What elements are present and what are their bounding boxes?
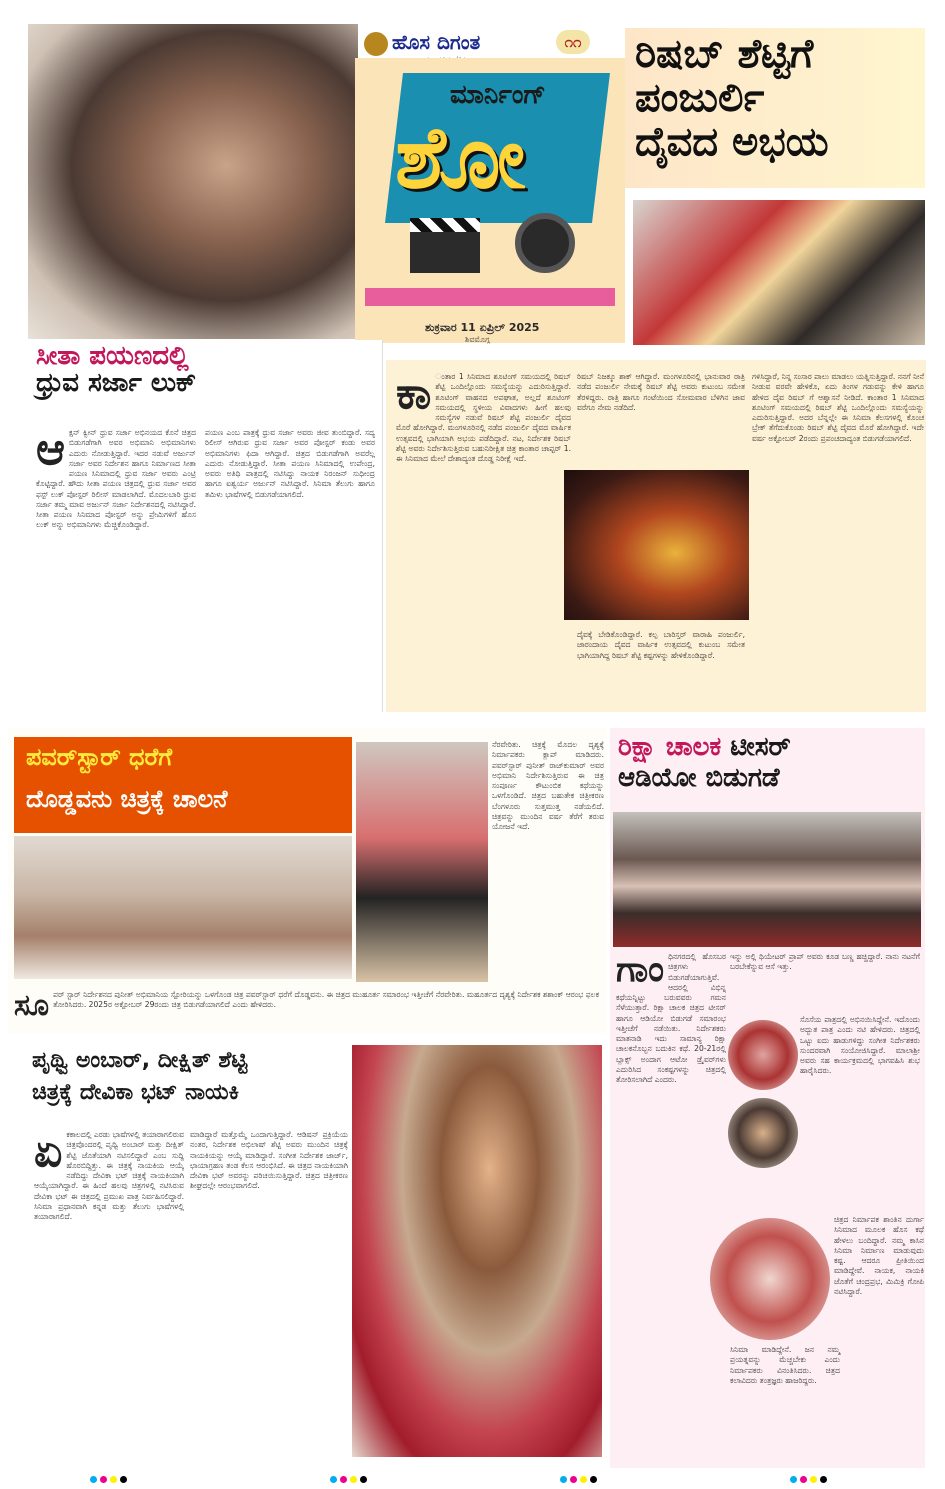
rickshaw-headline-red: ರಿಕ್ಷಾ ಚಾಲಕ — [618, 732, 722, 762]
lead-pair-portrait-circle — [710, 1218, 830, 1340]
registration-dot — [800, 1476, 807, 1483]
rickshaw-dropcap: ಗಾಂ — [616, 949, 665, 990]
rickshaw-column-3: ಸಿನಿಮಾ ಮಾಡಿದ್ದೇನೆ. ಜನ ನಮ್ಮ ಪ್ರಯತ್ನವನ್ನು ಮೆಚ್ಚಬೇಕು ಎಂದು ನಿರ್ಮಾಪಕರು ವಿನಂತಿಸಿದರು. ಚಿತ್ರದ ಕಲಾವಿದರು ತಂತ್ರಜ್ಞರು ಹಾಜರಿದ್ದರು. — [730, 1345, 840, 1385]
pruthvi-dropcap: ಏ — [34, 1126, 63, 1177]
actor-portrait-circle — [728, 1098, 798, 1168]
pruthvi-headline-line2: ಚಿತ್ರಕ್ಕೆ ದೇವಿಕಾ ಭಟ್ ನಾಯಕಿ — [32, 1079, 239, 1105]
sita-headline-line1: ಸೀತಾ ಪಯಣದಲ್ಲಿ — [36, 341, 189, 371]
actress-portrait-circle — [728, 1020, 798, 1090]
logo-text: ಹೊಸ ದಿಗಂತ — [392, 30, 481, 54]
print-registration-marks — [0, 1470, 945, 1489]
registration-dot — [810, 1476, 817, 1483]
sita-col1-text: ಕ್ಷನ್ ಕ್ವೀನ್ ಧ್ರುವ ಸರ್ಜಾ ಅಭಿನಯದ ಕೊನೆ ಚಿತ್ರದ ಬಿಡುಗಡೆಗಾಗಿ ಅವರ ಅಭಿಮಾನಿ ಅಭಿಮಾನಿಗಳು ಎದುರು ನೋಡುತ್ತಿದ್ದಾರೆ. ಇದರ ನಡುವೆ ಅರ್ಜುನ್ ಸರ್ಜಾ ಅವರ ನಿರ್ದೇಶನ ಹಾಗೂ ನಿರ್ಮಾಣದ ಸೀತಾ ಪಯಣ ಸಿನಿಮಾದಲ್ಲಿ ಧ್ರುವ ಸರ್ಜಾ ಅವರು ಎಂಟ್ರಿ ಕೊಟ್ಟಿದ್ದಾರೆ. ಹೌದು ಸೀತಾ ಪಯಣ ಚಿತ್ರದಲ್ಲಿ ಧ್ರುವ ಸರ್ಜಾ ಅವರ ಫಸ್ಟ್ ಲುಕ್ ಪೋಸ್ಟರ್ ರಿಲೀಸ್ ಮಾಡಲಾಗಿದೆ. ಮೊದಲಬಾರಿ ಧ್ರುವ ಸರ್ಜಾ ತಮ್ಮ ಮಾವ ಅರ್ಜುನ್ ಸರ್ಜಾ ನಿರ್ದೇಶನದಲ್ಲಿ ನಟಿಸಿದ್ದಾರೆ. ಸೀತಾ ಪಯಣ ಸಿನಿಮಾದ ಪೋಸ್ಟರ್ ಅನ್ನು ಪ್ರೇಮಿಗಳಿಗೆ ಹೊಸ ಲುಕ್ ಅನ್ನು ಅಭಿಮಾನಿಗಳು ಮೆಚ್ಚಿಕೊಂಡಿದ್ದಾರೆ. — [36, 428, 196, 530]
logo-emblem-icon — [364, 32, 388, 56]
banner-title: ಶೋ — [395, 108, 526, 208]
registration-dot — [90, 1476, 97, 1483]
sita-headline-line2: ಧ್ರುವ ಸರ್ಜಾ ಲುಕ್ — [36, 368, 197, 399]
banner-kicker: ಮಾರ್ನಿಂಗ್ — [450, 80, 546, 110]
rishab-headline-line: ಪಂಜುರ್ಲಿ — [635, 75, 765, 121]
film-strip-decoration — [365, 288, 615, 306]
powerstar-body-text: ಪರ್ ಸ್ಟಾರ್ ನಿರ್ದೇಶನದ ಪುನೀತ್ ಅಭಿಮಾನಿಯ ಸ್ಟೋರಿಯನ್ನು ಒಳಗೊಂಡ ಚಿತ್ರ ಪವರ್‌ಸ್ಟಾರ್ ಧರೆಗೆ ದೊಡ್ಡವನು. ಈ ಚಿತ್ರದ ಮುಹೂರ್ತ ಸಮಾರಂಭ ಇತ್ತೀಚೆಗೆ ನೆರವೇರಿತು. ಮಹೂರ್ತದ ದೃಶ್ಯಕ್ಕೆ ನಿರ್ದೇಶಕ ಶಶಾಂಕ್ ಆರಂಭ ಫಲಕ ತೋರಿಸಿದರು. 2025ರ ಅಕ್ಟೋಬರ್ 29ರಂದು ಚಿತ್ರ ಬಿಡುಗಡೆಯಾಗಲಿದೆ ಎಂದು ಹೇಳಿದರು. — [53, 990, 599, 1010]
issue-date: ಶುಕ್ರವಾರ 11 ಏಪ್ರಿಲ್ 2025 — [425, 321, 540, 334]
pruthvi-column-1 — [34, 1126, 184, 1455]
powerstar-dropcap: ಸೂ — [14, 988, 50, 1023]
rickshaw-column-2b: ಸೊಸೆಯ ಪಾತ್ರದಲ್ಲಿ ಅಭಿನಯಿಸಿದ್ದೇನೆ. ಇದೊಂದು ಅದ್ಭುತ ಪಾತ್ರ ಎಂದು ನಟಿ ಹೇಳಿದರು. ಚಿತ್ರದಲ್ಲಿ ಒಟ್ಟು ಐದು ಹಾಡುಗಳಿದ್ದು ಸಂಗೀತ ನಿರ್ದೇಶಕರು ಸುಂದರವಾಗಿ ಸಂಯೋಜಿಸಿದ್ದಾರೆ. ಮಾಲಾಶ್ರೀ ಅವರು ಸಹ ಕಾರ್ಯಕ್ರಮದಲ್ಲಿ ಭಾಗವಹಿಸಿ ಶುಭ ಹಾರೈಸಿದರು. — [800, 1015, 920, 1076]
registration-dot — [790, 1476, 797, 1483]
rickshaw-column-2: ಇನ್ನು ಅಲ್ಲಿ ಥಿಯೇಟರ್ ಪ್ರಾಪ್ ಅವರು ಕೂಡ ಬಣ್ಣ ಹಚ್ಚಿದ್ದಾರೆ. ನಾನು ನಟನೆಗೆ ಬರಬೇಕೆನ್ನುವ ಆಸೆ ಇತ್ತು. — [730, 952, 920, 972]
sita-dropcap: ಆ — [36, 424, 66, 475]
kantara-poster-photo — [564, 470, 749, 620]
pruthvi-headline — [32, 1045, 372, 1125]
registration-dot — [820, 1476, 827, 1483]
rickshaw-headline-black: ಟೀಸರ್ — [730, 732, 791, 762]
rishab-headline-line: ರಿಷಬ್ ಶೆಟ್ಟಿಗೆ — [635, 31, 814, 77]
rishab-headline — [635, 32, 829, 164]
registration-dot — [560, 1476, 567, 1483]
rickshaw-headline — [618, 734, 918, 804]
kantara-column-2a: ರಿಷಬ್ ನಿಜಕ್ಕೂ ಶಾಕ್ ಆಗಿದ್ದಾರೆ. ಮಂಗಳೂರಿನಲ್ಲಿ ಭಾನುವಾರ ರಾತ್ರಿ ನಡೆದ ಪಂಜುರ್ಲಿ ನೇಮಕ್ಕೆ ರಿಷಬ್ ಶೆಟ್ಟಿ ಅವರು ಕುಟುಂಬ ಸಮೇತ ತೆರಳಿದ್ದರು. ರಾತ್ರಿ ಹಾಗೂ ಗಂಟೆಯಿಂದ ಸೋಮವಾರ ಬೆಳಿಗಿನ ಜಾವ ವರೆಗೂ ನೇಮ ನಡೆದಿದೆ. — [577, 372, 745, 412]
kantara-dropcap: ಕಾ — [396, 368, 432, 419]
registration-dot — [580, 1476, 587, 1483]
registration-dot — [570, 1476, 577, 1483]
registration-dot — [350, 1476, 357, 1483]
powerstar-body — [14, 990, 599, 1032]
powerstar-right-column: ನೆರವೇರಿತು. ಚಿತ್ರಕ್ಕೆ ಮೊದಲ ದೃಶ್ಯಕ್ಕೆ ನಿರ್ಮಾಪಕರು ಕ್ಲಾಪ್ ಮಾಡಿದರು. ಪವರ್‌ಸ್ಟಾರ್ ಪುನೀತ್ ರಾಜ್‌ಕುಮಾರ್ ಅವರ ಅಭಿಮಾನಿ ನಿರ್ದೇಶಿಸುತ್ತಿರುವ ಈ ಚಿತ್ರ ಸಂಪೂರ್ಣ ಕೌಟುಂಬಿಕ ಕಥೆಯನ್ನು ಒಳಗೊಂಡಿದೆ. ಚಿತ್ರದ ಬಹುತೇಕ ಚಿತ್ರೀಕರಣ ಬೆಂಗಳೂರು ಸುತ್ತಮುತ್ತ ನಡೆಯಲಿದೆ. ಚಿತ್ರವನ್ನು ಮುಂದಿನ ವರ್ಷ ತೆರೆಗೆ ತರುವ ಯೋಜನೆ ಇದೆ. — [492, 740, 604, 831]
kantara-col1-text: ಂತಾರ 1 ಸಿನಿಮಾದ ಶೂಟಿಂಗ್ ಸಮಯದಲ್ಲಿ ರಿಷಬ್ ಶೆಟ್ಟಿ ಒಂದಿಲ್ಲೊಂದು ಸಮಸ್ಯೆಯನ್ನು ಎದುರಿಸುತ್ತಿದ್ದಾರೆ. ಶೂಟಿಂಗ್ ವಾಹನದ ಅಪಘಾತ, ಅಲ್ಲದೆ ಶೂಟಿಂಗ್ ಸಮಯದಲ್ಲಿ ಸ್ಥಳೀಯ ವಿವಾದಗಳು ಹೀಗೆ ಹಲವು ಸಮಸ್ಯೆಗಳ ನಡುವೆ ರಿಷಬ್ ಶೆಟ್ಟಿ ಪಂಜುರ್ಲಿ ದೈವದ ಮೊರೆ ಹೋಗಿದ್ದಾರೆ. ಮಂಗಳೂರಿನಲ್ಲಿ ನಡೆದ ಪಂಜುರ್ಲಿ ದೈವದ ವಾರ್ಷಿಕ ಉತ್ಸವದಲ್ಲಿ ಭಾಗಿಯಾಗಿ ಅಭಯ ಪಡೆದಿದ್ದಾರೆ. ನಟ, ನಿರ್ದೇಶಕ ರಿಷಬ್ ಶೆಟ್ಟಿ ಅವರು ನಿರ್ದೇಶಿಸುತ್ತಿರುವ ಬಹುನಿರೀಕ್ಷಿತ ಚಿತ್ರ ಕಾಂತಾರ ಚಾಪ್ಟರ್ 1. ಈ ಸಿನಿಮಾದ ಮೇಲೆ ದೇಶಾದ್ಯಂತ ದೊಡ್ಡ ನಿರೀಕ್ಷೆ ಇದೆ. — [396, 372, 571, 463]
kantara-column-3: ಗಳಿಸಿದ್ದಾರೆ, ನಿನ್ನ ಸಂಸಾರ ಪಾಲು ಮಾಡಲು ಯತ್ನಿಸುತ್ತಿದ್ದಾರೆ. ನನಗೆ ನೀನೆ ನೀಡುವ ವರವೇ ಹೇಳಿಕೊ, ಏದು ತಿಂಗಳ ಗಡುವನ್ನು ಕೇಳಿ ಹಾಗೂ ಹೇಳಿದ ದೈವ ರಿಷಬ್ ಗೆ ಆಶ್ವಾಸನೆ ನೀಡಿದೆ. ಕಾಂತಾರ 1 ಸಿನಿಮಾದ ಶೂಟಿಂಗ್ ಸಮಯದಲ್ಲಿ ರಿಷಬ್ ಶೆಟ್ಟಿ ಒಂದಿಲ್ಲೊಂದು ಸಮಸ್ಯೆಯನ್ನು ಎದುರಿಸುತ್ತಿದ್ದಾರೆ. ಅದರ ಬೆನ್ನಲ್ಲೇ ಈ ಸಿನಿಮಾ ಕೆಲಸಗಳಲ್ಲಿ ಕೊಂಚ ಬ್ರೇಕ್ ತೆಗೆದುಕೊಂಡು ರಿಷಬ್ ಶೆಟ್ಟಿ ದೈವದ ಮೊರೆ ಹೋಗಿದ್ದಾರೆ. ಇದೇ ವರ್ಷ ಅಕ್ಟೋಬರ್ 2ರಂದು ಪ್ರಪಂಚದಾದ್ಯಂತ ಬಿಡುಗಡೆಯಾಗಲಿದೆ. — [752, 372, 924, 443]
pruthvi-col1-text: ಕಕಾಲದಲ್ಲಿ ಎರಡು ಭಾಷೆಗಳಲ್ಲಿ ತಯಾರಾಗಲಿರುವ ಚಿತ್ರವೊಂದರಲ್ಲಿ ಪೃಥ್ವಿ ಅಂಬಾರ್ ಮತ್ತು ದೀಕ್ಷಿತ್ ಶೆಟ್ಟಿ ಜೊತೆಯಾಗಿ ನಟಿಸಲಿದ್ದಾರೆ ಎಂಬ ಸುದ್ದಿ ಹೊರಬಿದ್ದಿತ್ತು. ಈ ಚಿತ್ರಕ್ಕೆ ನಾಯಕಿಯ ಆಯ್ಕೆ ನಡೆದಿದ್ದು ದೇವಿಕಾ ಭಟ್ ಚಿತ್ರಕ್ಕೆ ನಾಯಕಿಯಾಗಿ ಆಯ್ಕೆಯಾಗಿದ್ದಾರೆ. ಈ ಹಿಂದೆ ಹಲವು ಚಿತ್ರಗಳಲ್ಲಿ ನಟಿಸಿರುವ ದೇವಿಕಾ ಭಟ್ ಈ ಚಿತ್ರದಲ್ಲಿ ಪ್ರಮುಖ ಪಾತ್ರ ನಿರ್ವಹಿಸಲಿದ್ದಾರೆ. ಸಿನಿಮಾ ಪ್ರಧಾನವಾಗಿ ಕನ್ನಡ ಮತ್ತು ತೆಲುಗು ಭಾಷೆಗಳಲ್ಲಿ ತಯಾರಾಗಲಿದೆ. — [34, 1130, 184, 1221]
sita-column-2: ಪಯಣ ಎಂಬ ಪಾತ್ರಕ್ಕೆ ಧ್ರುವ ಸರ್ಜಾ ಅವರು ಜೀವ ತುಂಬಿದ್ದಾರೆ. ಸದ್ಯ ರಿಲೀಸ್ ಆಗಿರುವ ಧ್ರುವ ಸರ್ಜಾ ಅವರ ಪೋಸ್ಟರ್ ಕಂಡು ಅವರ ಅಭಿಮಾನಿಗಳು ಫಿದಾ ಆಗಿದ್ದಾರೆ. ಚಿತ್ರದ ಬಿಡುಗಡೆಗಾಗಿ ಅವರೆಲ್ಲ ಎದುರು ನೋಡುತ್ತಿದ್ದಾರೆ. ಸೀತಾ ಪಯಣ ಸಿನಿಮಾದಲ್ಲಿ ಉಪೇಂದ್ರ, ಅವರು ಅತಿಥಿ ಪಾತ್ರದಲ್ಲಿ ನಟಿಸಿದ್ದು ನಾಯಕ ನಿರಂಜನ್ ಸುಧೀಂದ್ರ ಹಾಗೂ ಐಶ್ವರ್ಯ ಅರ್ಜುನ್ ನಟಿಸಿದ್ದಾರೆ. ಸಿನಿಮಾ ತೆಲುಗು ಹಾಗೂ ತಮಿಳು ಭಾಷೆಗಳಲ್ಲಿ ಬಿಡುಗಡೆಯಾಗಲಿದೆ. — [205, 428, 375, 499]
powerstar-headline-line1: ಪವರ್‌ಸ್ಟಾರ್ ಧರೆಗೆ — [26, 743, 173, 771]
rickshaw-col1-text: ಧಿನಗರದಲ್ಲಿ ಹೊಸಬರ ಚಿತ್ರಗಳು ಬಿಡುಗಡೆಯಾಗುತ್ತಿವೆ. ಆದರಲ್ಲಿ ವಿಭಿನ್ನ ಕಥೆಯನ್ನಿಟ್ಟು ಬರುವವರು ಗಮನ ಸೆಳೆಯುತ್ತಾರೆ. ರಿಕ್ಷಾ ಚಾಲಕ ಚಿತ್ರದ ಟೀಸರ್ ಹಾಗೂ ಆಡಿಯೋ ಬಿಡುಗಡೆ ಸಮಾರಂಭ ಇತ್ತೀಚೆಗೆ ನಡೆಯಿತು. ನಿರ್ದೇಶಕರು ಮಾತನಾಡಿ ಇದು ಸಾಮಾನ್ಯ ರಿಕ್ಷಾ ಚಾಲಕನೊಬ್ಬನ ಬದುಕಿನ ಕಥೆ. 20-21ರಲ್ಲಿ ಬ್ಲಾಕ್ಸ್ ಅಂದಾಗ ಆಟೋ ಡ್ರೈವರ್‌ಗಳು ಎದುರಿಸಿದ ಸಂಕಷ್ಟಗಳನ್ನು ಚಿತ್ರದಲ್ಲಿ ತೋರಿಸಲಾಗಿದೆ ಎಂದರು. — [616, 952, 726, 1084]
kantara-column-2b: ದೈವಕ್ಕೆ ಬೇಡಿಕೊಂಡಿದ್ದಾರೆ. ಕಲ್ಪ ಬಾರಿಸ್ತರ್ ವಾರಾಹಿ ಪಂಜುರ್ಲಿ, ಜಾರಂದಾಯ ದೈವದ ವಾರ್ಷಿಕ ಉತ್ಸವದಲ್ಲಿ ಕುಟುಂಬ ಸಮೇತ ಭಾಗಿಯಾಗಿದ್ದ ರಿಷಬ್ ಶೆಟ್ಟಿ ಕಷ್ಟಗಳನ್ನು ಹೇಳಿಕೊಂಡಿದ್ದಾರೆ. — [577, 630, 745, 660]
panjurli-daiva-photo — [633, 200, 925, 345]
rickshaw-headline-line1 — [618, 734, 918, 761]
sita-headline — [36, 343, 366, 413]
registration-dot — [100, 1476, 107, 1483]
teaser-launch-group-photo — [613, 812, 921, 947]
actor-with-girl-photo — [356, 742, 488, 982]
sita-column-1 — [36, 424, 196, 708]
rickshaw-column-4: ಚಿತ್ರದ ನಿರ್ಮಾಪಕ ಶಾಂತಿನ ದುರ್ಗಾ ಸಿನಿಮಾದ ಮೂಲಕ ಹೊಸ ಕಥೆ ಹೇಳಲು ಬಂದಿದ್ದಾರೆ. ನಮ್ಮ ಕಾಸಿನ ಸಿನಿಮಾ ನಿರ್ಮಾಣ ಮಾಡುವುದು ಕಷ್ಟ. ಆದರೂ ಪ್ರೀತಿಯಿಂದ ಮಾಡಿದ್ದೇವೆ. ನಾಯಕ, ನಾಯಕಿ ಜೊತೆಗೆ ಚಂದ್ರಪ್ರಭ, ಮಿಮಿಕ್ರಿ ಗೋಪಿ ನಟಿಸಿದ್ದಾರೆ. — [834, 1215, 924, 1296]
rickshaw-column-1 — [616, 949, 726, 1457]
pruthvi-headline-line1: ಪೃಥ್ವಿ ಅಂಬಾರ್, ದೀಕ್ಷಿತ್ ಶೆಟ್ಟಿ — [32, 1048, 248, 1073]
dhruva-sarja-portrait — [28, 24, 358, 339]
muhurtha-group-photo — [14, 836, 352, 979]
registration-dot — [110, 1476, 117, 1483]
page-number: ೧೧ — [556, 30, 590, 54]
clapperboard-icon — [410, 218, 480, 273]
pruthvi-column-2: ಮಾಡಿದ್ದಾರೆ ಮತ್ತೊಮ್ಮೆ ಒಂದಾಗುತ್ತಿದ್ದಾರೆ. ಆಡಿಷನ್ ಪ್ರಕ್ರಿಯೆಯ ನಂತರ, ನಿರ್ದೇಶಕ ಅಭಿಲಾಷ್ ಶೆಟ್ಟಿ ಅವರು ಮುಂದಿನ ಚಿತ್ರಕ್ಕೆ ನಾಯಕಿಯನ್ನು ಆಯ್ಕೆ ಮಾಡಿದ್ದಾರೆ. ಸಂಗೀತ ನಿರ್ದೇಶಕ ಜಾರ್ಜ್, ಛಾಯಾಗ್ರಹಣ ತಂಡ ಕೆಲಸ ಆರಂಭಿಸಿದೆ. ಈ ಚಿತ್ರದ ನಾಯಕಿಯಾಗಿ ದೇವಿಕಾ ಭಟ್ ಅವರನ್ನು ಪರಿಚಯಿಸುತ್ತಿದ್ದಾರೆ. ಚಿತ್ರದ ಚಿತ್ರೀಕರಣ ಶೀಘ್ರದಲ್ಲೇ ಆರಂಭವಾಗಲಿದೆ. — [190, 1130, 348, 1191]
issue-city: ಶಿವಮೊಗ್ಗ — [465, 335, 490, 344]
rishab-headline-block — [625, 28, 925, 188]
kantara-column-1 — [396, 368, 571, 704]
registration-dot — [330, 1476, 337, 1483]
morning-show-banner — [355, 58, 625, 343]
powerstar-headline — [14, 737, 352, 833]
devika-bhat-photo — [352, 1045, 602, 1457]
registration-dot — [120, 1476, 127, 1483]
powerstar-headline-line2: ದೊಡ್ಡವನು ಚಿತ್ರಕ್ಕೆ ಚಾಲನೆ — [26, 785, 228, 813]
film-reel-icon — [515, 213, 575, 273]
rishab-headline-line: ದೈವದ ಅಭಯ — [635, 119, 829, 165]
registration-dot — [590, 1476, 597, 1483]
registration-dot — [360, 1476, 367, 1483]
registration-dot — [340, 1476, 347, 1483]
rickshaw-headline-line2: ಆಡಿಯೋ ಬಿಡುಗಡೆ — [618, 763, 780, 794]
